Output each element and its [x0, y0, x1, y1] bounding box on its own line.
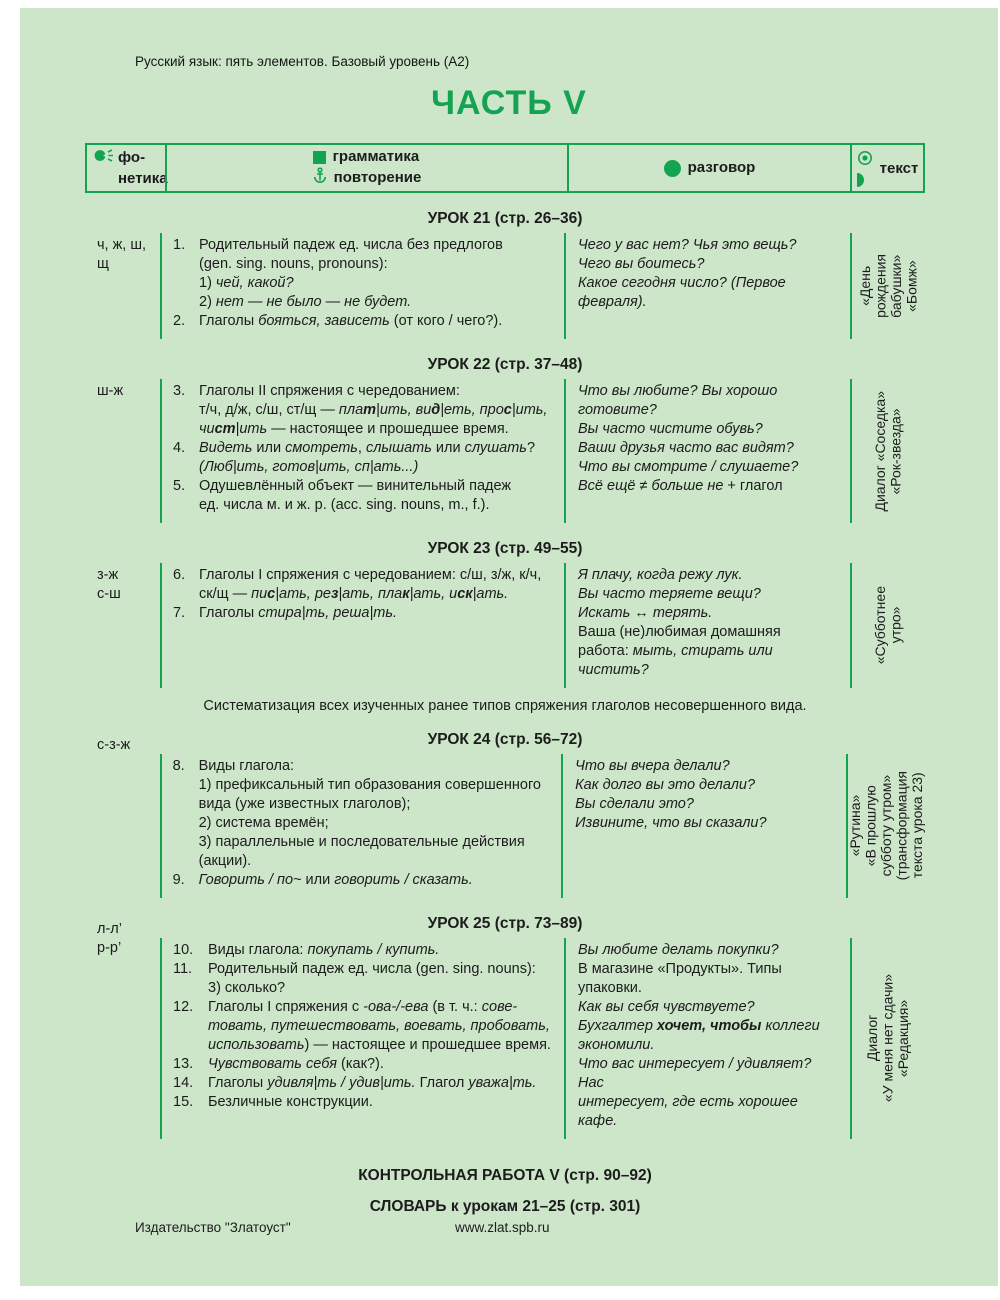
control-work-line: КОНТРОЛЬНАЯ РАБОТА V (стр. 90–92) [358, 1167, 652, 1184]
conversation-line: Я плачу, когда режу лук. [578, 567, 743, 583]
conversation-cell [564, 379, 850, 523]
grammar-item-number: 13. [173, 1056, 194, 1072]
edition-header: Русский язык: пять элементов. Базовый уровень (А2) [135, 54, 470, 69]
phonetics-line: ш-ж [97, 383, 124, 399]
conversation-line: Ваша (не)любимая домашняя [578, 624, 781, 640]
conversation-line: февраля). [578, 294, 647, 310]
grammar-cell [160, 379, 564, 523]
phonetics-cell [85, 917, 160, 1139]
grammar-item-text: Родительный падеж ед. числа (gen. sing. nouns): [208, 961, 536, 977]
grammar-item-number: 6. [173, 567, 186, 583]
grammar-item-number [173, 852, 199, 871]
phonetics-line: щ [97, 256, 109, 272]
grammar-item-number: 14. [173, 1075, 194, 1091]
square-icon [313, 151, 326, 164]
grammar-item-number [173, 776, 199, 795]
grammar-item-text: Безличные конструкции. [208, 1094, 373, 1110]
grammar-cell [160, 938, 564, 1139]
grammar-line [173, 998, 564, 1017]
text-title-line: Диалог «Соседка» [872, 390, 888, 512]
grammar-item-text: вида (уже известных глаголов); [198, 796, 411, 812]
grammar-item-number [173, 496, 199, 515]
grammar-line [173, 814, 562, 833]
grammar-item-text: Говорить / по~ или говорить / сказать. [198, 872, 473, 888]
phonetics-line: л-л’ [97, 921, 122, 937]
conversation-line: Вы любите делать покупки? [578, 942, 779, 958]
grammar-line [173, 566, 564, 585]
grammar-item-number: 8. [172, 758, 185, 774]
phonetics-line: р-р’ [97, 940, 122, 956]
grammar-item-text: чист|ить — настоящее и прошедшее время. [199, 421, 509, 437]
grammar-item-number: 3. [173, 383, 186, 399]
phonetics-cell [85, 733, 160, 898]
legend-conversation-label: разговор [687, 159, 756, 176]
grammar-item-number: 2. [173, 313, 186, 329]
conversation-line: Что вы любите? Вы хорошо готовите? [578, 383, 778, 418]
grammar-line [173, 871, 562, 890]
grammar-line [173, 496, 564, 515]
conversation-line: Ваши друзья часто вас видят? [578, 440, 794, 456]
grammar-item-number: 9. [172, 872, 185, 888]
conversation-line: Вы часто чистите обувь? [578, 421, 763, 437]
grammar-line [173, 420, 564, 439]
conversation-line: Бухгалтер хочет, чтобы коллеги [578, 1018, 820, 1034]
grammar-item-text: Одушевлённый объект — винительный падеж [199, 478, 512, 494]
text-title-line: субботу утром» [877, 775, 894, 877]
grammar-item-text: товать, путешествовать, воевать, пробовать, [208, 1018, 550, 1034]
grammar-item-text: использовать) — настоящее и прошедшее время. [208, 1037, 551, 1053]
legend-table [85, 143, 925, 193]
conversation-line: Вы сделали это? [575, 796, 694, 812]
grammar-item-text: (Люб|ить, готов|ить, сп|ать...) [199, 459, 419, 475]
legend-review-label: повторение [333, 169, 422, 186]
text-title-line: рождения [872, 254, 888, 318]
grammar-item-number: 12. [173, 999, 194, 1015]
legend-conversation [567, 145, 850, 191]
grammar-item-number: 11. [173, 961, 193, 977]
conversation-line: Какое сегодня число? (Первое [578, 275, 786, 291]
text-titles [865, 974, 912, 1102]
grammar-item-number [173, 274, 199, 293]
grammar-line [173, 604, 564, 623]
half-circle-icon [857, 173, 864, 187]
conversation-line: Вы часто теряете вещи? [578, 586, 761, 602]
grammar-line [173, 960, 564, 979]
grammar-line [173, 255, 564, 274]
legend-grammar-label: грамматика [332, 148, 420, 165]
grammar-item-number [173, 420, 199, 439]
grammar-line [173, 1074, 564, 1093]
text-title-line: (трансформация [893, 771, 909, 881]
phonetics-cell [85, 379, 160, 523]
text-titles [858, 254, 920, 318]
vocabulary-line: СЛОВАРЬ к урокам 21–25 (стр. 301) [369, 1198, 641, 1215]
grammar-line [173, 477, 564, 496]
speaking-head-icon [94, 148, 114, 169]
grammar-line [173, 585, 564, 604]
grammar-line [173, 1036, 564, 1055]
lesson-row [85, 379, 925, 523]
anchor-icon [313, 167, 327, 189]
text-title-line: «День [856, 265, 873, 307]
lesson-header: УРОК 21 (стр. 26–36) [427, 210, 583, 227]
conversation-line: экономили. [578, 1037, 655, 1053]
phonetics-cell [85, 233, 160, 339]
grammar-line [173, 458, 564, 477]
text-title-line: «Рок-звезда» [887, 407, 904, 495]
phonetics-line: с-ш [97, 586, 121, 602]
grammar-item-number [173, 585, 199, 604]
text-title-line: Диалог [864, 1015, 881, 1062]
grammar-item-text: Чувствовать себя (как?). [208, 1056, 384, 1072]
lesson-header: УРОК 25 (стр. 73–89) [427, 915, 583, 932]
grammar-line [173, 757, 562, 776]
lesson-header: УРОК 22 (стр. 37–48) [427, 356, 583, 373]
conversation-line: работа: мыть, стирать или чистить? [578, 643, 773, 678]
grammar-line [173, 941, 564, 960]
grammar-item-text: (акции). [198, 853, 252, 869]
conversation-line: Как вы себя чувствуете? [578, 999, 755, 1015]
legend-phonetics-label-2: нетика [118, 169, 168, 187]
text-cell [850, 563, 925, 688]
grammar-item-text: Глаголы I спряжения с -ова-/-ева (в т. ч.: сове- [208, 999, 518, 1015]
grammar-item-text: Виды глагола: покупать / купить. [208, 942, 440, 958]
grammar-line [173, 852, 562, 871]
conversation-line: интересует, где есть хорошее кафе. [578, 1094, 798, 1129]
page-title: ЧАСТЬ V [431, 84, 587, 122]
text-title-line: «Редакция» [895, 999, 912, 1078]
conversation-line: Чего у вас нет? Чья это вещь? [578, 237, 797, 253]
grammar-item-text: ск/щ — пис|ать, рез|ать, плак|ать, иск|ать. [199, 586, 509, 602]
grammar-item-text: Глаголы стира|ть, реша|ть. [199, 605, 397, 621]
text-cell [850, 938, 925, 1139]
conversation-line: Что вас интересует / удивляет? Нас [578, 1056, 812, 1091]
grammar-item-number [173, 293, 199, 312]
grammar-item-number [173, 814, 199, 833]
phonetics-line: с-з-ж [97, 737, 131, 753]
conversation-line: упаковки. [578, 980, 642, 996]
text-title-line: бабушки» [887, 254, 904, 318]
conversation-line: Всё ещё ≠ больше не + глагол [578, 478, 783, 494]
grammar-cell [160, 563, 564, 688]
grammar-line [173, 382, 564, 401]
grammar-item-text: Глаголы I спряжения с чередованием: с/ш, з/ж, к/ч, [199, 567, 542, 583]
page [20, 8, 998, 1286]
text-titles [848, 771, 926, 880]
legend-text [850, 145, 923, 191]
text-titles [873, 586, 904, 664]
grammar-item-number: 15. [173, 1094, 194, 1110]
text-title-line: «Субботнее [872, 586, 888, 665]
grammar-line [173, 776, 562, 795]
grammar-item-number [173, 401, 199, 420]
lesson-row [85, 563, 925, 688]
lesson-header: УРОК 24 (стр. 56–72) [427, 731, 583, 748]
grammar-item-text: 3) сколько? [208, 980, 286, 996]
grammar-item-number [173, 458, 199, 477]
grammar-item-text: Видеть или смотреть, слышать или слушать? [199, 440, 536, 456]
phonetics-line: з-ж [97, 567, 119, 583]
grammar-item-text: 2) система времён; [198, 815, 329, 831]
grammar-item-number [173, 255, 199, 274]
conversation-cell [564, 563, 850, 688]
conversation-line: Как долго вы это делали? [575, 777, 756, 793]
phonetics-line: ч, ж, ш, [97, 237, 147, 253]
grammar-line [173, 833, 562, 852]
grammar-line [173, 795, 562, 814]
lesson-row [85, 233, 925, 339]
grammar-item-text: Глаголы II спряжения с чередованием: [199, 383, 460, 399]
grammar-item-text: Родительный падеж ед. числа без предлогов [199, 237, 503, 253]
grammar-item-text: 1) префиксальный тип образования совершенного [198, 777, 541, 793]
conversation-line: Что вы смотрите / слушаете? [578, 459, 799, 475]
conversation-cell [564, 938, 850, 1139]
grammar-cell [160, 754, 562, 898]
grammar-item-number: 10. [173, 942, 194, 958]
text-title-line: «Рутина» [846, 795, 863, 857]
grammar-line [173, 439, 564, 458]
website-url: www.zlat.spb.ru [455, 1220, 550, 1235]
conversation-cell [564, 233, 850, 339]
grammar-item-number: 1. [173, 237, 186, 253]
text-title-line: утро» [887, 607, 904, 644]
grammar-line [173, 1017, 564, 1036]
systematization-note: Систематизация всех изученных ранее типов спряжения глаголов несовершенного вида. [203, 698, 807, 714]
conversation-line: Что вы вчера делали? [575, 758, 730, 774]
grammar-line [173, 979, 564, 998]
grammar-item-text: 1) чей, какой? [199, 275, 294, 291]
publisher: Издательство "Златоуст" [135, 1220, 291, 1235]
grammar-line [173, 293, 564, 312]
grammar-item-text: 2) нет — не было — не будет. [199, 294, 412, 310]
text-title-line: текста урока 23) [908, 773, 925, 880]
grammar-item-text: т/ч, д/ж, с/ш, ст/щ — плат|ить, вид|еть, прос|ить, [199, 402, 548, 418]
legend-phonetics-label-1: фо- [118, 149, 146, 166]
grammar-cell [160, 233, 564, 339]
target-icon [857, 150, 873, 170]
lesson-header: УРОК 23 (стр. 49–55) [427, 540, 583, 557]
text-title-line: «У меня нет сдачи» [879, 974, 896, 1103]
grammar-item-number: 4. [173, 440, 186, 456]
grammar-line [173, 401, 564, 420]
conversation-line: Извините, что вы сказали? [575, 815, 767, 831]
grammar-item-number [173, 833, 199, 852]
grammar-item-number [173, 979, 208, 998]
text-title-line: «В прошлую [862, 785, 878, 867]
grammar-line [173, 1055, 564, 1074]
conversation-line: Искать ↔ терять. [578, 605, 713, 621]
grammar-item-text: Глаголы бояться, зависеть (от кого / чего?). [199, 313, 503, 329]
grammar-item-number [173, 1017, 208, 1036]
grammar-item-number: 5. [173, 478, 186, 494]
grammar-item-number: 7. [173, 605, 186, 621]
grammar-line [173, 312, 564, 331]
text-cell [850, 379, 925, 523]
circle-icon [664, 160, 681, 177]
text-cell [850, 233, 925, 339]
conversation-line: Чего вы боитесь? [578, 256, 705, 272]
legend-phonetics [87, 145, 168, 191]
text-cell [846, 754, 926, 898]
grammar-item-number [173, 795, 199, 814]
grammar-line [173, 1093, 564, 1112]
grammar-item-text: 3) параллельные и последовательные действия [198, 834, 525, 850]
legend-grammar [165, 145, 567, 191]
legend-text-label: текст [879, 159, 919, 177]
grammar-item-text: ед. числа м. и ж. р. (acc. sing. nouns, m., f.). [199, 497, 490, 513]
lessons [20, 210, 998, 1139]
grammar-item-text: (gen. sing. nouns, pronouns): [199, 256, 388, 272]
grammar-item-text: Глаголы удивля|ть / удив|ить. Глагол уважа|ть. [208, 1075, 537, 1091]
grammar-line [173, 236, 564, 255]
conversation-line: В магазине «Продукты». Типы [578, 961, 782, 977]
text-title-line: «Бомж» [903, 260, 919, 312]
grammar-item-text: Виды глагола: [198, 758, 295, 774]
text-titles [873, 391, 904, 512]
grammar-item-number [173, 1036, 208, 1055]
grammar-line [173, 274, 564, 293]
phonetics-cell [85, 563, 160, 688]
conversation-cell [561, 754, 845, 898]
